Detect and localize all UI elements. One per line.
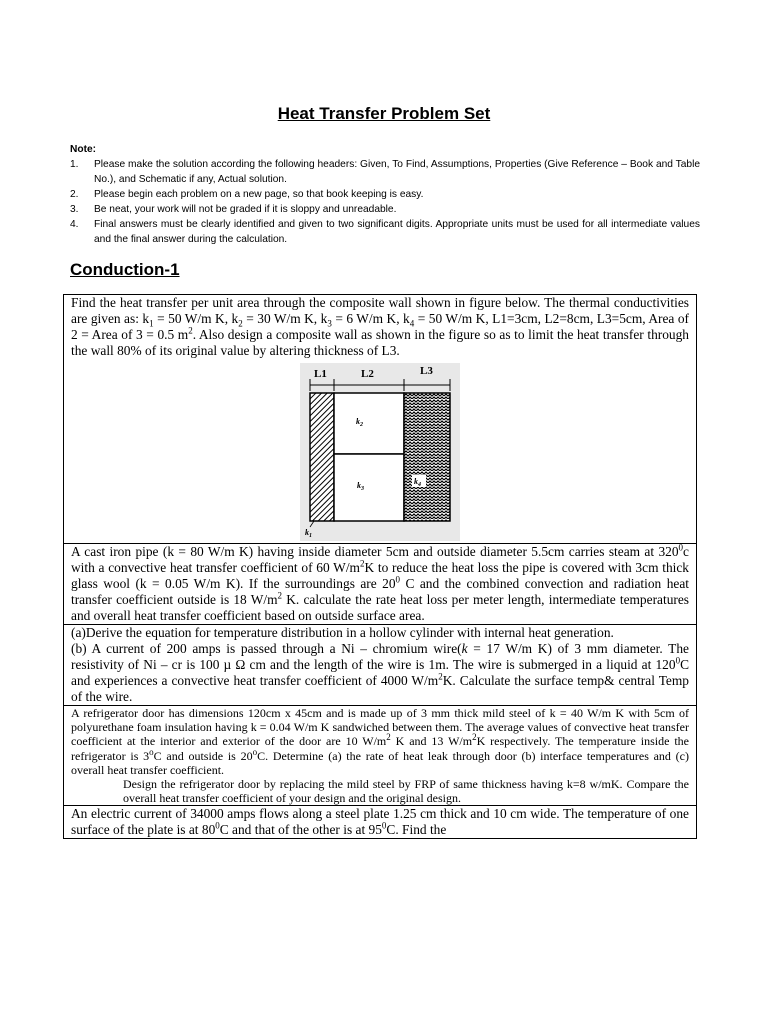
layer-k4 [404,393,450,521]
problem-text: C and that of the other is at 95 [219,822,382,838]
note-item [70,202,700,217]
composite-wall-figure [300,363,460,541]
problem-paragraph [71,777,689,805]
problem-text: C and outside is 20 [153,748,253,763]
note-number: 2. [70,189,79,200]
problem-text: K respectively. The temperature inside the refrigerator is 3 [71,734,689,763]
problem-paragraph [71,641,689,705]
superscript: o [252,746,258,757]
problem-text: = 17 W/m K) of 3 mm diameter. The resistivity of Ni – cr is 100 µ Ω cm and the length of the wire is 1m. The wire is submerged in a liquid at 120 [71,641,689,672]
superscript: 0 [215,820,220,831]
problem-text: = 6 W/m K, k [331,311,410,326]
problem-text: (b) A current of 200 amps is passed through a Ni – chromium wire( [71,641,462,656]
superscript: 2 [359,558,365,569]
layer-k1 [310,393,334,521]
problem-table [63,294,697,839]
layer-k2 [334,393,404,454]
problem-1-cell [64,295,697,544]
table-row [64,706,697,806]
superscript: 2 [188,325,193,336]
note-item [70,217,700,247]
note-item [70,157,700,187]
table-row [64,625,697,706]
note-number: 3. [70,204,79,215]
problem-5-cell [64,806,697,839]
label-k1: $k_1$ [305,528,312,539]
notes-block [70,142,700,247]
subscript: 3 [327,318,332,329]
problem-text: = 50 W/m K, L1=3cm, L2=8cm, L3=5cm, Area of 2 = Area of 3 = 0.5 m [71,311,689,342]
superscript: 0 [675,655,681,666]
superscript: 2 [277,590,283,601]
section-heading: Conduction-1 [70,260,180,279]
note-text: Please make the solution according the following headers: Given, To Find, Assumptions, Properties (Give Reference – Book and Table No.), and Schematic if any, Actual solution. [94,159,700,185]
problem-text: C. Determine (a) the rate of heat leak through door (b) interface temperatures and (c) overall heat transfer coefficient. [71,748,689,777]
problem-text: = 50 W/m K, k [153,311,239,326]
subscript: 2 [238,318,243,329]
problem-text: Design the refrigerator door by replacing the mild steel by FRP of same thickness having k=8 w/mK. Compare the overall heat transfer coefficient of your design and the original design. [123,777,689,806]
table-row [64,544,697,625]
note-text: Please begin each problem on a new page, so that book keeping is easy. [94,189,424,200]
problem-text: C and the combined convection and radiation heat transfer coefficient outside is 18 W/m [71,576,690,607]
label-k2: $k_2$ [356,417,363,428]
superscript: 2 [386,732,391,743]
superscript: 0 [381,820,387,831]
superscript: o [149,746,154,757]
page-title: Heat Transfer Problem Set [277,104,491,123]
problem-text: Find the heat transfer per unit area through the composite wall shown in figure below. The thermal conductivities are given as: k [71,295,689,326]
problem-text: K. Calculate the surface temp& central Temp of the wire. [71,673,689,704]
problem-text: . Also design a composite wall as shown in the figure so as to limit the heat transfer through the wall 80% of its original value by altering thickness of L3. [71,327,689,358]
superscript: 2 [438,671,443,682]
table-row [64,295,697,544]
superscript: 0 [678,542,684,553]
note-text: Be neat, your work will not be graded if it is sloppy and unreadable. [94,204,397,215]
problem-text: k [461,641,468,656]
problem-text: A refrigerator door has dimensions 120cm x 45cm and is made up of 3 mm thick mild steel of k = 40 W/m K with 5cm of polyurethane foam insulation having k = 0.04 W/m K sandwiched between them. The average values of convective heat transfer coefficient at the interior and exterior of the door are 10 W/m [71,706,689,749]
label-l2: L2 [361,368,374,380]
problem-2-cell [64,544,697,625]
problem-text: K and 13 W/m [390,734,473,749]
note-text: Final answers must be clearly identified and given to two significant digits. Appropriate units must be used for all intermediate values and the final answer during the calculation. [94,219,700,245]
problem-text: K. calculate the rate heat loss per meter length, intermediate temperatures and overall heat transfer coefficient based on outside surface area. [71,592,690,623]
label-k4: $k_4$ [414,477,421,488]
problem-text: C. Find the [386,822,447,838]
problem-text: C and experiences a convective heat transfer coefficient of 4000 W/m [71,657,689,688]
problem-text: c with a convective heat transfer coefficient of 60 W/m [71,544,689,575]
layer-k3 [334,454,404,521]
problem-text: K to reduce the heat loss the pipe is covered with 3cm thick glass wool (k = 0.05 W/m K). If the surroundings are 20 [71,560,689,591]
superscript: 0 [395,574,401,585]
subscript: 1 [149,318,154,329]
problem-text: (a)Derive the equation for temperature distribution in a hollow cylinder with internal heat generation. [71,625,614,640]
note-item [70,187,700,202]
superscript: 2 [472,732,477,743]
problem-text: An electric current of 34000 amps flows along a steel plate 1.25 cm thick and 10 cm wide. The temperature of one surface of the plate is at 80 [71,806,689,838]
label-k3: $k_3$ [357,481,364,492]
notes-heading: Note: [70,144,97,155]
problem-3-cell [64,625,697,706]
problem-text: = 30 W/m K, k [242,311,328,326]
problem-text: A cast iron pipe (k = 80 W/m K) having inside diameter 5cm and outside diameter 5.5cm carries steam at 320 [71,544,679,559]
label-l3: L3 [420,365,433,377]
table-row [64,806,697,839]
label-l1: L1 [314,368,327,380]
subscript: 4 [409,318,415,329]
note-number: 1. [70,159,79,170]
note-number: 4. [70,219,79,230]
problem-4-cell [64,706,697,806]
problem-paragraph [71,706,689,777]
